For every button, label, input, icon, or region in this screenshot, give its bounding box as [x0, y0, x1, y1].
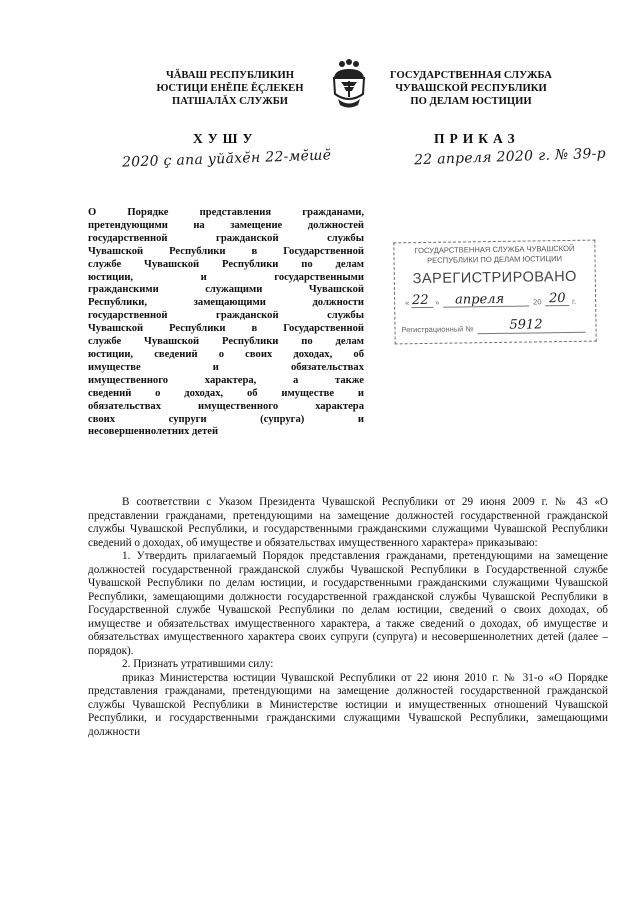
body-paragraph: приказ Министерства юстиции Чувашской Республики от 22 июня 2010 г. № 31-о «О Порядке представления гражданами, претендующими на замещение должностей государственной гражданской службы Чувашской Республики в Министерстве юстиции и имущественных отношений Чувашской Республики, и государственными гражданскими служащими Чувашской Республики, замещающими должности [88, 671, 608, 738]
stamp-year-prefix: 20 [533, 297, 542, 307]
stamp-day: 22 [412, 292, 429, 309]
doc-type-russian: ПРИКАЗ [434, 131, 520, 146]
doc-type-chuvash: ХУШУ [193, 131, 258, 146]
subject-line: претендующими на замещение должностей [88, 219, 364, 231]
header-russian-org-name [378, 69, 564, 108]
header-right-line: ГОСУДАРСТВЕННАЯ СЛУЖБА [390, 70, 552, 81]
stamp-month: апреля [455, 291, 505, 308]
subject-line: службе Чувашской Республики по делам [88, 336, 364, 348]
header-left-line: ПАТШАЛĂХ СЛУЖБИ [172, 96, 288, 107]
handwritten-date-number: 22 апреля 2020 г. № 39-р [413, 145, 607, 169]
header-right-line: ЧУВАШСКОЙ РЕСПУБЛИКИ [395, 83, 547, 94]
header-right-line: ПО ДЕЛАМ ЮСТИЦИИ [410, 96, 532, 107]
stamp-header-line: РЕСПУБЛИКИ ПО ДЕЛАМ ЮСТИЦИИ [427, 253, 563, 265]
subject-line: обязательствах имущественного характера [88, 400, 364, 412]
header-left-line: ЮСТИЦИ ЕНĚПЕ ĚÇЛЕКЕН [156, 83, 304, 94]
stamp-year-underline [545, 305, 569, 306]
stamp-day-underline [411, 307, 433, 308]
subject-line: государственной гражданской службы [88, 310, 364, 322]
stamp-month-underline [443, 306, 529, 308]
subject-line: Республики, замещающими должности [88, 297, 364, 309]
body-paragraph: 2. Признать утратившими силу: [122, 658, 274, 670]
stamp-reg-label: Регистрационный № [401, 324, 474, 335]
registration-stamp [393, 240, 596, 345]
subject-line: сведений о доходах, об имуществе и [88, 387, 364, 399]
subject-line: своих супруги (супруга) и [88, 413, 364, 425]
header-chuvash-org-name [140, 69, 320, 108]
header-left-line: ЧĂВАШ РЕСПУБЛИКИН [166, 70, 294, 81]
subject-line: юстиции, сведений о своих доходах, об [88, 348, 364, 360]
subject-line: несовершеннолетних детей [88, 426, 219, 438]
body-paragraph: В соответствии с Указом Президента Чувашской Республики от 29 июня 2009 г. № 43 «О представлении гражданами, претендующими на замещение должностей государственной гражданской службы Чувашской Республики, и государственными гражданскими служащими Чувашской Республики сведений о доходах, об имуществе и обязательствах имущественного характера» приказываю: [88, 496, 608, 549]
subject-line: юстиции, и государственными [88, 271, 364, 283]
subject-line: службе Чувашской Республики по делам [88, 258, 364, 270]
stamp-reg-number: 5912 [509, 317, 543, 333]
handwritten-date-chuvash: 2020 ç апа уйăхĕн 22-мĕшĕ [121, 147, 332, 171]
stamp-title: ЗАРЕГИСТРИРОВАНО [412, 268, 578, 288]
subject-line: Чувашской Республики в Государственной [88, 245, 364, 257]
stamp-year-suffix: 20 [548, 291, 566, 307]
stamp-year-unit: г. [572, 296, 577, 306]
stamp-reg-underline [478, 332, 586, 335]
subject-line: имущественного характера, а также [88, 374, 364, 386]
order-body [88, 496, 608, 739]
body-paragraph: 1. Утвердить прилагаемый Порядок представления гражданами, претендующими на замещение должностей государственной гражданской службы Чувашской Республики в Государственной службе Чувашской Республики по делам юстиции, и государственными гражданскими служащими Чувашской Республики, замещающими должности государственной гражданской службы Чувашской Республики в Государственной службе Чувашской Республики по делам юстиции, сведений о своих доходах, об имуществе и обязательствах имущественного характера, а также сведений о доходах, об имуществе и обязательствах имущественного характера своих супруги (супруга) и несовершеннолетних детей (далее – порядок). [88, 550, 608, 657]
subject-line: О Порядке представления гражданами, [88, 207, 364, 218]
stamp-registration-row [401, 317, 589, 338]
order-subject-title [88, 207, 364, 439]
subject-line: государственной гражданской службы [88, 232, 364, 244]
subject-line: Чувашской Республики в Государственной [88, 323, 364, 335]
subject-line: имуществе и обязательствах [88, 361, 364, 373]
stamp-date-row: « 22 » апреля 20 20 г. [405, 291, 577, 309]
stamp-header-line: ГОСУДАРСТВЕННАЯ СЛУЖБА ЧУВАШСКОЙ [414, 243, 575, 256]
stamp-header [398, 244, 590, 266]
chuvashia-emblem-icon [325, 58, 373, 110]
subject-line: гражданскими служащими Чувашской [88, 284, 364, 296]
